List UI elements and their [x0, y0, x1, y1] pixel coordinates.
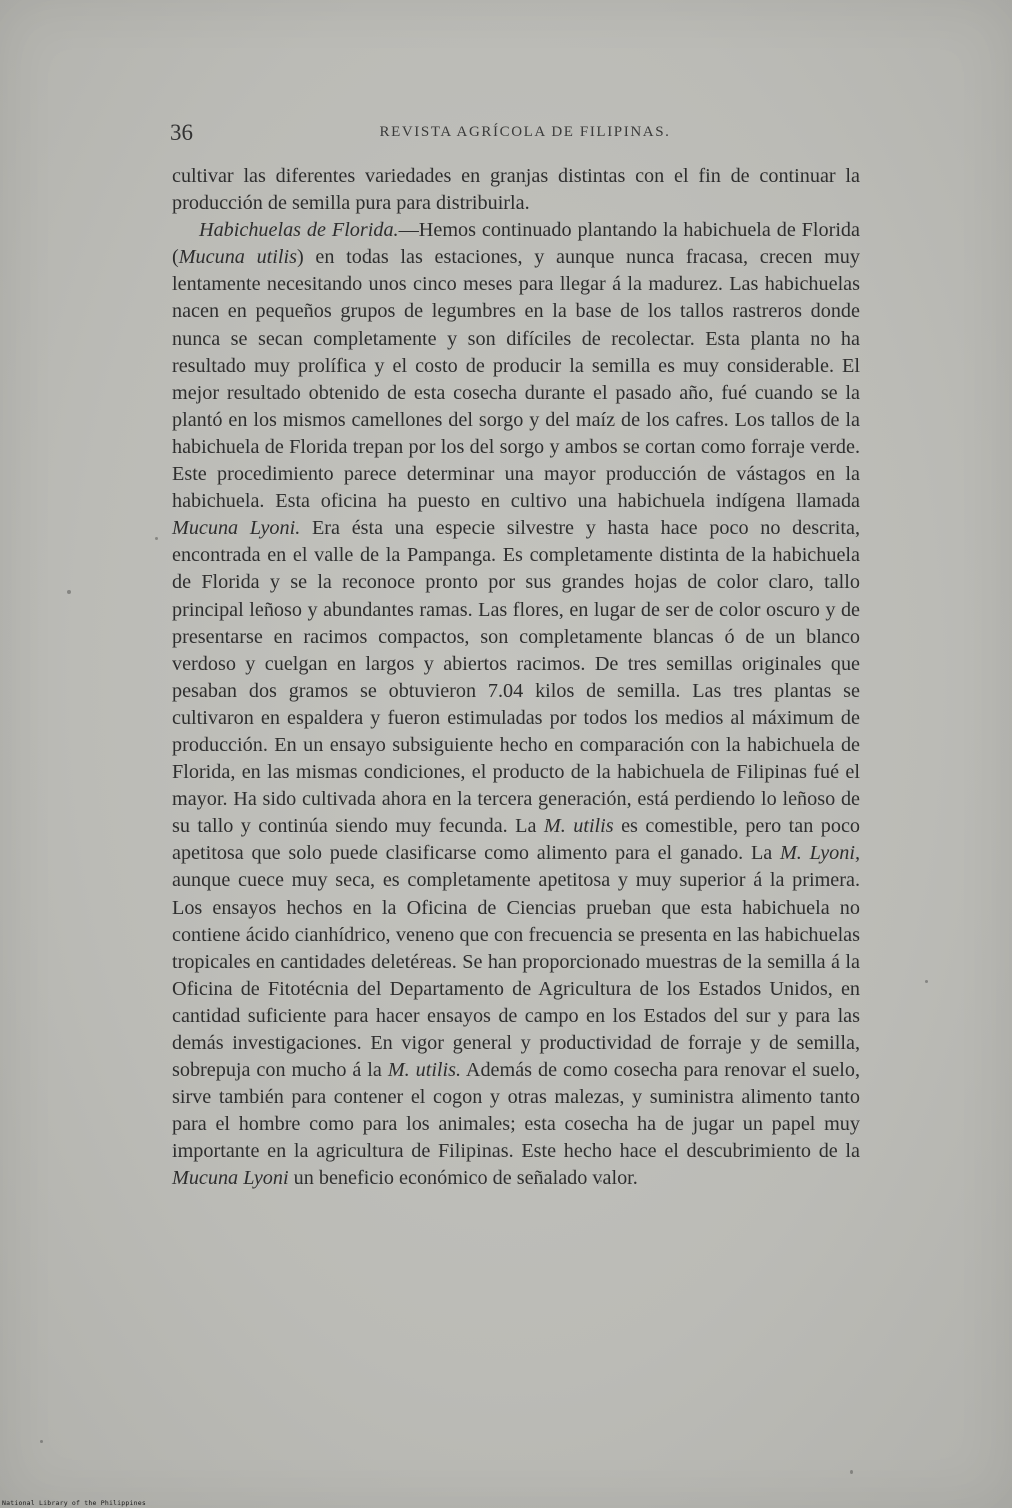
- paragraph: cultivar las diferentes variedades en granjas distintas con el fin de continuar la producción de semilla pura para distribuirla.: [172, 165, 860, 215]
- paper-speck: [155, 537, 158, 540]
- species-name: M. utilis.: [387, 1059, 462, 1082]
- species-name: Mucuna utilis: [178, 246, 297, 269]
- library-credit: National Library of the Philippines: [2, 1499, 146, 1507]
- paper-speck: [40, 1440, 43, 1443]
- species-name: Mucuna Lyoni: [172, 1167, 289, 1190]
- species-name: M. utilis: [543, 815, 614, 838]
- species-name: M. Lyoni,: [779, 842, 861, 865]
- journal-title: REVISTA AGRÍCOLA DE FILIPINAS.: [379, 124, 671, 140]
- page-number: 36: [170, 120, 193, 145]
- text-run: Además de como cosecha para renovar el suelo, sirve también para contener el cogon y otras malezas, y suministra alimento tanto para el hombre como para los animales; esta cosecha ha de jugar un papel muy importante en la agricultura de Filipinas. Este hecho hace el descubrimiento de la: [172, 1059, 861, 1163]
- paper-speck: [850, 1470, 853, 1474]
- paragraph-habichuelas: [172, 217, 860, 1192]
- text-run: aunque cuece muy seca, es completamente apetitosa y muy superior á la primera. Los ensayos hechos en la Oficina de Ciencias prueban que esta habichuela no contiene ácido cianhídrico, veneno que con frecuencia se presenta en las habichuelas tropicales en cantidades deletéreas. Se han proporcionado muestras de la semilla á la Oficina de Fitotécnia del Departamento de Agricultura de los Estados Unidos, en cantidad suficiente para hacer ensayos de campo en los Estados del sur y para las demás investigaciones. En vigor general y productividad de forraje y de semilla, sobrepuja con mucho á la: [172, 869, 860, 1082]
- text-run: Era ésta una especie silvestre y hasta hace poco no descrita, encontrada en el valle de la Pampanga. Es completamente distinta de la habichuela de Florida y se la reconoce pronto por sus grandes hojas de color claro, tallo principal leñoso y abundantes ramas. Las flores, en lugar de ser de color oscuro y de presentarse en racimos compactos, son completamente blancas ó de un blanco verdoso y cuelgan en largos y abiertos racimos. De tres semillas originales que pesaban dos gramos se obtuvieron 7.04 kilos de semilla. Las tres plantas se cultivaron en espaldera y fueron estimuladas por todos los medios al máximum de producción. En un ensayo subsiguiente hecho en comparación con la habichuela de Florida, en las mismas condiciones, el producto de la habichuela de Filipinas fué el mayor. Ha sido cultivada ahora en la tercera generación, está perdiendo lo leñoso de su tallo y continúa siendo muy fecunda. La: [172, 517, 860, 838]
- section-heading: Habichuelas de Florida.: [199, 219, 399, 242]
- text-run: es comestible, pero tan poco apetitosa que solo puede clasificarse como alimento para el ganado. La: [172, 815, 861, 865]
- text-run: —Hemos continuado plantando la habichuela de Florida (: [172, 219, 860, 269]
- species-name: Mucuna Lyoni.: [172, 517, 301, 540]
- text-run: ) en todas las estaciones, y aunque nunca fracasa, crecen muy lentamente necesitando unos cinco meses para llegar á la madurez. Las habichuelas nacen en pequeños grupos de legumbres en la base de los tallos rastreros donde nunca se secan completamente y son difíciles de recolectar. Esta planta no ha resultado muy prolífica y el costo de producir la semilla es muy considerable. El mejor resultado obtenido de esta cosecha durante el pasado año, fué cuando se la plantó en los mismos camellones del sorgo y del maíz de los cafres. Los tallos de la habichuela de Florida trepan por los del sorgo y ambos se cortan como forraje verde. Este procedimiento parece determinar una mayor producción de vástagos en la habichuela. Esta oficina ha puesto en cultivo una habichuela indígena llamada: [172, 246, 860, 513]
- text-run: un beneficio económico de señalado valor.: [288, 1167, 638, 1190]
- article-body: [172, 163, 860, 1193]
- running-head: [170, 118, 860, 148]
- paper-speck: [925, 980, 928, 983]
- paper-speck: [67, 590, 71, 594]
